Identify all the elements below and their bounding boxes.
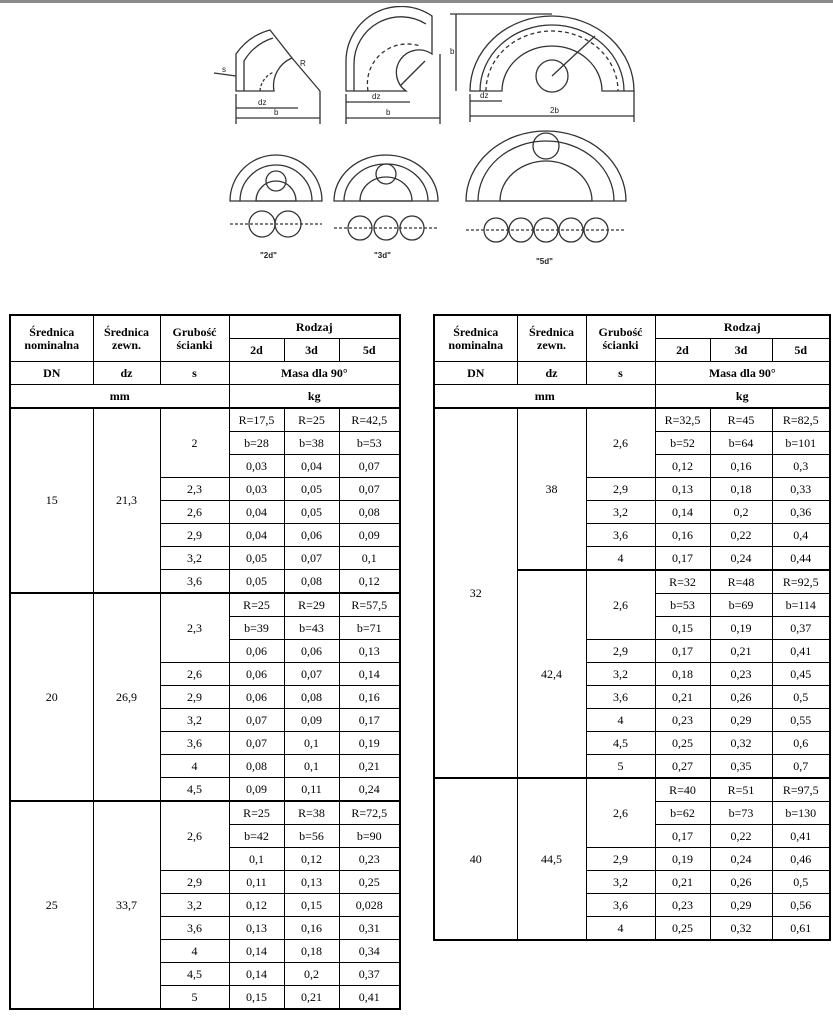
mass-value: 0,15 <box>655 617 710 640</box>
mass-value: 0,35 <box>710 755 772 779</box>
mass-value: 0,29 <box>710 709 772 732</box>
outer-diameter: 44,5 <box>517 778 586 940</box>
nominal-diameter: 20 <box>10 593 93 801</box>
label-type-5d: "5d" <box>536 257 553 266</box>
wall-thickness: 2,6 <box>586 778 655 848</box>
outer-diameter: 42,4 <box>517 570 586 778</box>
table-group <box>10 593 400 801</box>
mass-value: 0,17 <box>655 547 710 571</box>
mass-value: 0,05 <box>284 478 339 501</box>
mass-value: 0,14 <box>339 663 400 686</box>
header-kg: kg <box>655 385 830 409</box>
header-2d: 2d <box>655 339 710 362</box>
mass-value: 0,7 <box>772 755 830 779</box>
mass-value: 0,08 <box>229 755 284 778</box>
mass-value: 0,07 <box>339 478 400 501</box>
mass-value: 0,22 <box>710 825 772 848</box>
elbow-90-drawing <box>346 6 440 124</box>
mass-value: 0,15 <box>229 986 284 1010</box>
nominal-diameter: 15 <box>10 408 93 593</box>
mass-value: 0,21 <box>339 755 400 778</box>
mass-value: 0,1 <box>284 755 339 778</box>
mass-value: 0,23 <box>339 848 400 871</box>
mass-value: 0,2 <box>284 963 339 986</box>
mass-value: 0,24 <box>710 547 772 571</box>
header-5d: 5d <box>772 339 830 362</box>
wall-thickness: 2,9 <box>160 686 229 709</box>
header-grubosc-scianki: Grubość ścianki <box>160 315 229 362</box>
mass-value: 0,17 <box>655 640 710 663</box>
mass-value: 0,19 <box>339 732 400 755</box>
mass-value: 0,18 <box>284 940 339 963</box>
mass-value: 0,13 <box>655 478 710 501</box>
b-value: b=64 <box>710 432 772 455</box>
radius-value: R=48 <box>710 570 772 594</box>
wall-thickness: 2,6 <box>160 501 229 524</box>
mass-value: 0,12 <box>284 848 339 871</box>
label-s: s <box>222 65 226 74</box>
mass-value: 0,22 <box>710 524 772 547</box>
radius-value: R=40 <box>655 778 710 802</box>
mass-value: 0,06 <box>284 524 339 547</box>
mass-value: 0,08 <box>339 501 400 524</box>
mass-value: 0,12 <box>229 894 284 917</box>
wall-thickness: 3,6 <box>160 917 229 940</box>
mass-value: 0,1 <box>284 732 339 755</box>
header-rodzaj: Rodzaj <box>229 315 400 339</box>
mass-value: 0,21 <box>710 640 772 663</box>
mass-value: 0,55 <box>772 709 830 732</box>
mass-value: 0,16 <box>655 524 710 547</box>
header-srednica-nominalna: Średnica nominalna <box>10 315 93 362</box>
elbow-180-drawing <box>450 14 634 122</box>
mass-value: 0,04 <box>229 524 284 547</box>
elbow-table-left <box>9 314 401 1010</box>
wall-thickness: 3,6 <box>586 524 655 547</box>
mass-value: 0,05 <box>229 570 284 594</box>
mass-value: 0,26 <box>710 871 772 894</box>
mass-value: 0,6 <box>772 732 830 755</box>
radius-value: R=82,5 <box>772 408 830 432</box>
wall-thickness: 5 <box>586 755 655 779</box>
mass-value: 0,13 <box>284 871 339 894</box>
mass-value: 0,2 <box>710 501 772 524</box>
wall-thickness: 4 <box>160 940 229 963</box>
radius-value: R=17,5 <box>229 408 284 432</box>
wall-thickness: 2,6 <box>586 408 655 478</box>
b-value: b=53 <box>339 432 400 455</box>
mass-value: 0,14 <box>655 501 710 524</box>
b-value: b=130 <box>772 802 830 825</box>
b-value: b=71 <box>339 617 400 640</box>
label-dz-3: dz <box>480 91 489 100</box>
header-DN: DN <box>10 362 93 385</box>
radius-value: R=25 <box>284 408 339 432</box>
mass-value: 0,09 <box>284 709 339 732</box>
b-value: b=101 <box>772 432 830 455</box>
radius-value: R=51 <box>710 778 772 802</box>
mass-value: 0,25 <box>655 917 710 941</box>
mass-value: 0,4 <box>772 524 830 547</box>
wall-thickness: 4,5 <box>586 732 655 755</box>
radius-value: R=72,5 <box>339 801 400 825</box>
mass-value: 0,07 <box>229 709 284 732</box>
header-s: s <box>586 362 655 385</box>
header-s: s <box>160 362 229 385</box>
mass-value: 0,36 <box>772 501 830 524</box>
mass-value: 0,05 <box>229 547 284 570</box>
outer-diameter: 21,3 <box>93 408 160 593</box>
mass-value: 0,21 <box>655 686 710 709</box>
mass-value: 0,07 <box>284 547 339 570</box>
b-value: b=90 <box>339 825 400 848</box>
header-DN: DN <box>434 362 517 385</box>
label-b-2: b <box>386 108 391 117</box>
mass-value: 0,04 <box>284 455 339 478</box>
radius-value: R=32 <box>655 570 710 594</box>
wall-thickness: 2,9 <box>160 524 229 547</box>
label-b-1: b <box>274 108 279 117</box>
wall-thickness: 2,9 <box>586 640 655 663</box>
header-3d: 3d <box>710 339 772 362</box>
wall-thickness: 4 <box>160 755 229 778</box>
mass-value: 0,03 <box>229 455 284 478</box>
mass-value: 0,15 <box>284 894 339 917</box>
label-b-3: b <box>450 47 455 56</box>
mass-value: 0,41 <box>339 986 400 1010</box>
wall-thickness: 4 <box>586 917 655 941</box>
header-mm: mm <box>10 385 229 409</box>
elbow-45-drawing <box>214 30 320 124</box>
wall-thickness: 5 <box>160 986 229 1010</box>
wall-thickness: 3,6 <box>160 732 229 755</box>
wall-thickness: 2,9 <box>586 848 655 871</box>
mass-value: 0,07 <box>284 663 339 686</box>
table-group-dn32-dn40 <box>434 408 830 940</box>
mass-value: 0,41 <box>772 640 830 663</box>
mass-value: 0,19 <box>710 617 772 640</box>
nominal-diameter: 32 <box>434 408 517 778</box>
outer-diameter: 38 <box>517 408 586 570</box>
b-value: b=56 <box>284 825 339 848</box>
mass-value: 0,17 <box>655 825 710 848</box>
b-value: b=43 <box>284 617 339 640</box>
mass-value: 0,12 <box>655 455 710 478</box>
wall-thickness: 2,3 <box>160 478 229 501</box>
mass-value: 0,1 <box>339 547 400 570</box>
table-group <box>10 801 400 1009</box>
wall-thickness: 2,6 <box>160 663 229 686</box>
mass-value: 0,23 <box>710 663 772 686</box>
mass-value: 0,37 <box>772 617 830 640</box>
b-value: b=52 <box>655 432 710 455</box>
header-masa: Masa dla 90° <box>655 362 830 385</box>
b-value: b=39 <box>229 617 284 640</box>
wall-thickness: 3,2 <box>586 501 655 524</box>
mass-value: 0,3 <box>772 455 830 478</box>
mass-value: 0,06 <box>284 640 339 663</box>
wall-thickness: 3,2 <box>160 709 229 732</box>
mass-value: 0,11 <box>229 871 284 894</box>
wall-thickness: 2,9 <box>586 478 655 501</box>
mass-value: 0,08 <box>284 570 339 594</box>
mass-value: 0,17 <box>339 709 400 732</box>
radius-value: R=38 <box>284 801 339 825</box>
mass-value: 0,12 <box>339 570 400 594</box>
mass-value: 0,21 <box>655 871 710 894</box>
mass-value: 0,26 <box>710 686 772 709</box>
wall-thickness: 2,6 <box>586 570 655 640</box>
wall-thickness: 2,9 <box>160 871 229 894</box>
header-rodzaj: Rodzaj <box>655 315 830 339</box>
mass-value: 0,29 <box>710 894 772 917</box>
wall-thickness: 2,6 <box>160 801 229 871</box>
header-srednica-zewn: Średnica zewn. <box>517 315 586 362</box>
mass-value: 0,16 <box>710 455 772 478</box>
nominal-diameter: 40 <box>434 778 517 940</box>
header-srednica-nominalna: Średnica nominalna <box>434 315 517 362</box>
radius-value: R=25 <box>229 801 284 825</box>
radius-value: R=29 <box>284 593 339 617</box>
b-value: b=114 <box>772 594 830 617</box>
header-5d: 5d <box>339 339 400 362</box>
wall-thickness: 4,5 <box>160 963 229 986</box>
outer-diameter: 33,7 <box>93 801 160 1009</box>
wall-thickness: 3,2 <box>160 547 229 570</box>
wall-thickness: 2,3 <box>160 593 229 663</box>
header-srednica-zewn: Średnica zewn. <box>93 315 160 362</box>
b-value: b=53 <box>655 594 710 617</box>
b-value: b=73 <box>710 802 772 825</box>
radius-value: R=25 <box>229 593 284 617</box>
elbow-table-right <box>433 314 831 941</box>
mass-value: 0,06 <box>229 686 284 709</box>
outer-diameter: 26,9 <box>93 593 160 801</box>
header-dz: dz <box>93 362 160 385</box>
mass-value: 0,5 <box>772 871 830 894</box>
mass-value: 0,32 <box>710 917 772 941</box>
mass-value: 0,13 <box>339 640 400 663</box>
mass-value: 0,32 <box>710 732 772 755</box>
header-grubosc-scianki: Grubość ścianki <box>586 315 655 362</box>
radius-value: R=42,5 <box>339 408 400 432</box>
mass-value: 0,23 <box>655 894 710 917</box>
mass-value: 0,1 <box>229 848 284 871</box>
wall-thickness: 3,6 <box>586 894 655 917</box>
mass-value: 0,14 <box>229 940 284 963</box>
header-kg: kg <box>229 385 400 409</box>
mass-value: 0,18 <box>655 663 710 686</box>
mass-value: 0,05 <box>284 501 339 524</box>
elbow-drawings <box>200 6 640 271</box>
section-2d-drawing <box>230 155 322 237</box>
mass-value: 0,33 <box>772 478 830 501</box>
mass-value: 0,44 <box>772 547 830 571</box>
mass-value: 0,09 <box>339 524 400 547</box>
header-mm: mm <box>434 385 655 409</box>
header-3d: 3d <box>284 339 339 362</box>
radius-value: R=45 <box>710 408 772 432</box>
mass-value: 0,19 <box>655 848 710 871</box>
radius-value: R=97,5 <box>772 778 830 802</box>
mass-value: 0,23 <box>655 709 710 732</box>
header-masa: Masa dla 90° <box>229 362 400 385</box>
wall-thickness: 3,2 <box>586 871 655 894</box>
mass-value: 0,08 <box>284 686 339 709</box>
mass-value: 0,27 <box>655 755 710 779</box>
b-value: b=28 <box>229 432 284 455</box>
table-group <box>10 408 400 593</box>
nominal-diameter: 25 <box>10 801 93 1009</box>
label-2b: 2b <box>550 106 559 115</box>
mass-value: 0,06 <box>229 640 284 663</box>
b-value: b=38 <box>284 432 339 455</box>
mass-value: 0,21 <box>284 986 339 1010</box>
mass-value: 0,46 <box>772 848 830 871</box>
section-5d-drawing <box>466 131 626 242</box>
b-value: b=62 <box>655 802 710 825</box>
mass-value: 0,11 <box>284 778 339 802</box>
mass-value: 0,34 <box>339 940 400 963</box>
wall-thickness: 4,5 <box>160 778 229 802</box>
label-type-2d: "2d" <box>260 251 277 260</box>
mass-value: 0,25 <box>655 732 710 755</box>
label-dz-2: dz <box>372 92 381 101</box>
mass-value: 0,5 <box>772 686 830 709</box>
mass-value: 0,09 <box>229 778 284 802</box>
mass-value: 0,13 <box>229 917 284 940</box>
mass-value: 0,18 <box>710 478 772 501</box>
mass-value: 0,56 <box>772 894 830 917</box>
label-dz-1: dz <box>258 98 267 107</box>
mass-value: 0,61 <box>772 917 830 941</box>
mass-value: 0,04 <box>229 501 284 524</box>
mass-value: 0,028 <box>339 894 400 917</box>
mass-value: 0,24 <box>710 848 772 871</box>
top-border <box>0 0 833 3</box>
wall-thickness: 4 <box>586 709 655 732</box>
mass-value: 0,16 <box>284 917 339 940</box>
radius-value: R=57,5 <box>339 593 400 617</box>
mass-value: 0,41 <box>772 825 830 848</box>
label-R: R <box>300 59 306 68</box>
mass-value: 0,31 <box>339 917 400 940</box>
radius-value: R=32,5 <box>655 408 710 432</box>
wall-thickness: 2 <box>160 408 229 478</box>
mass-value: 0,37 <box>339 963 400 986</box>
b-value: b=69 <box>710 594 772 617</box>
header-2d: 2d <box>229 339 284 362</box>
mass-value: 0,25 <box>339 871 400 894</box>
mass-value: 0,06 <box>229 663 284 686</box>
mass-value: 0,07 <box>229 732 284 755</box>
wall-thickness: 3,2 <box>160 894 229 917</box>
label-type-3d: "3d" <box>374 251 391 260</box>
mass-value: 0,45 <box>772 663 830 686</box>
mass-value: 0,16 <box>339 686 400 709</box>
wall-thickness: 3,2 <box>586 663 655 686</box>
header-dz: dz <box>517 362 586 385</box>
mass-value: 0,03 <box>229 478 284 501</box>
wall-thickness: 4 <box>586 547 655 571</box>
b-value: b=42 <box>229 825 284 848</box>
radius-value: R=92,5 <box>772 570 830 594</box>
wall-thickness: 3,6 <box>586 686 655 709</box>
mass-value: 0,24 <box>339 778 400 802</box>
mass-value: 0,07 <box>339 455 400 478</box>
section-3d-drawing <box>334 155 438 240</box>
wall-thickness: 3,6 <box>160 570 229 594</box>
mass-value: 0,14 <box>229 963 284 986</box>
